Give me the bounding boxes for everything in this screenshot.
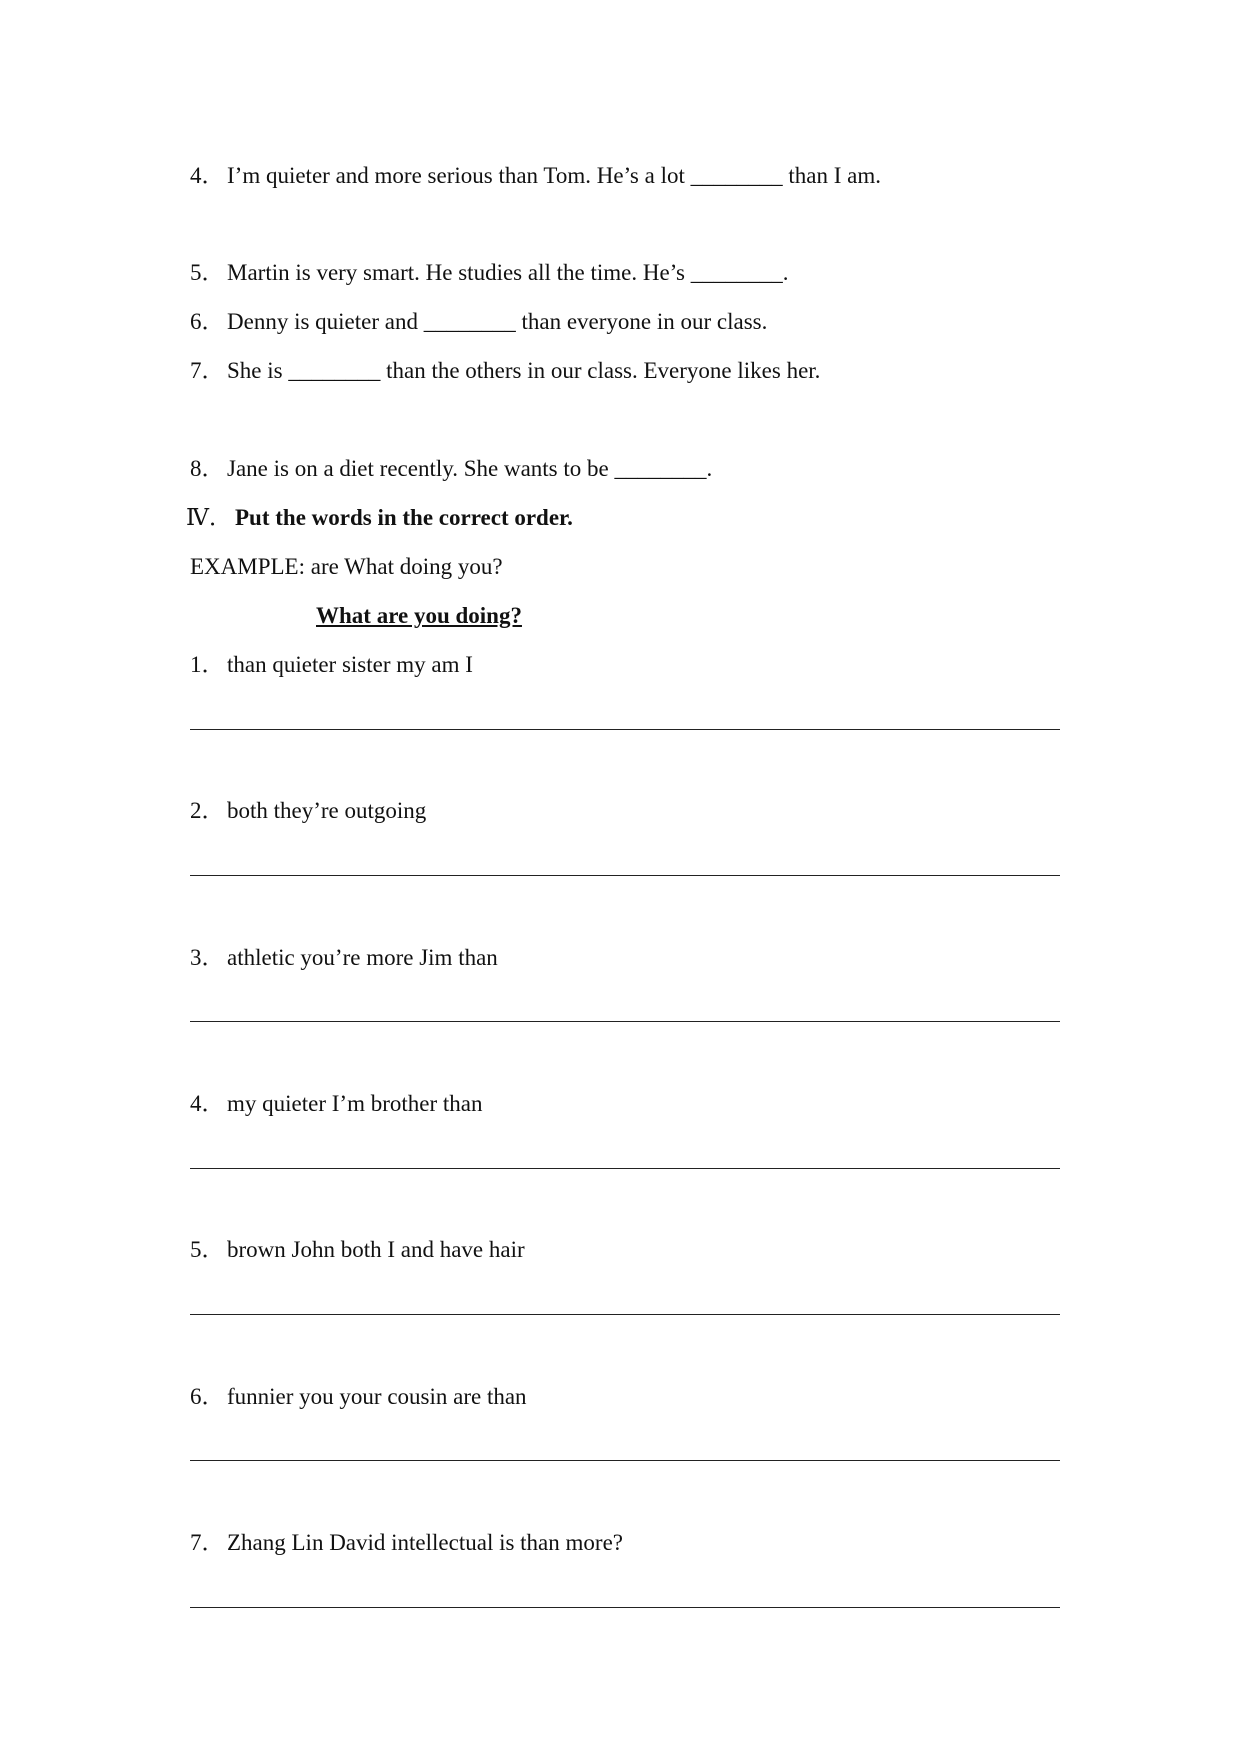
reorder-item-3 xyxy=(190,944,498,972)
section-heading xyxy=(186,504,573,532)
item-number: 2． xyxy=(190,798,225,823)
item-number: 4． xyxy=(190,163,225,188)
item-text: funnier you your cousin are than xyxy=(227,1384,527,1409)
item-text: brown John both I and have hair xyxy=(227,1237,525,1262)
reorder-item-6 xyxy=(190,1383,527,1411)
item-text: Jane is on a diet recently. She wants to be ________. xyxy=(227,456,713,481)
fill-blank-item-7 xyxy=(190,357,820,385)
fill-blank-item-5 xyxy=(190,259,789,287)
fill-blank-item-6 xyxy=(190,308,767,336)
item-number: 7． xyxy=(190,358,225,383)
item-number: 4． xyxy=(190,1091,225,1116)
section-title: Put the words in the correct order. xyxy=(235,505,573,530)
item-number: 7． xyxy=(190,1530,225,1555)
reorder-item-4 xyxy=(190,1090,482,1118)
example-answer: What are you doing? xyxy=(316,603,522,628)
item-number: 6． xyxy=(190,1384,225,1409)
answer-blank-4[interactable] xyxy=(190,1168,1060,1169)
item-text: I’m quieter and more serious than Tom. He’s a lot ________ than I am. xyxy=(227,163,881,188)
item-text: both they’re outgoing xyxy=(227,798,427,823)
reorder-item-5 xyxy=(190,1236,525,1264)
reorder-item-1 xyxy=(190,651,473,679)
answer-blank-3[interactable] xyxy=(190,1021,1060,1022)
item-text: Denny is quieter and ________ than everyone in our class. xyxy=(227,309,768,334)
item-text: athletic you’re more Jim than xyxy=(227,945,498,970)
fill-blank-item-8 xyxy=(190,455,712,483)
item-text: Zhang Lin David intellectual is than more? xyxy=(227,1530,623,1555)
item-text: than quieter sister my am I xyxy=(227,652,473,677)
answer-blank-5[interactable] xyxy=(190,1314,1060,1315)
item-text: my quieter I’m brother than xyxy=(227,1091,483,1116)
item-text: She is ________ than the others in our class. Everyone likes her. xyxy=(227,358,821,383)
answer-blank-6[interactable] xyxy=(190,1460,1060,1461)
answer-blank-7[interactable] xyxy=(190,1607,1060,1608)
answer-blank-2[interactable] xyxy=(190,875,1060,876)
example-prompt: EXAMPLE: are What doing you? xyxy=(190,554,503,579)
section-numeral: Ⅳ． xyxy=(186,505,232,530)
item-number: 5． xyxy=(190,260,225,285)
item-text: Martin is very smart. He studies all the time. He’s ________. xyxy=(227,260,789,285)
item-number: 3． xyxy=(190,945,225,970)
item-number: 1． xyxy=(190,652,225,677)
reorder-item-2 xyxy=(190,797,426,825)
item-number: 6． xyxy=(190,309,225,334)
reorder-item-7 xyxy=(190,1529,623,1557)
item-number: 8． xyxy=(190,456,225,481)
answer-blank-1[interactable] xyxy=(190,729,1060,730)
item-number: 5． xyxy=(190,1237,225,1262)
fill-blank-item-4 xyxy=(190,162,881,190)
